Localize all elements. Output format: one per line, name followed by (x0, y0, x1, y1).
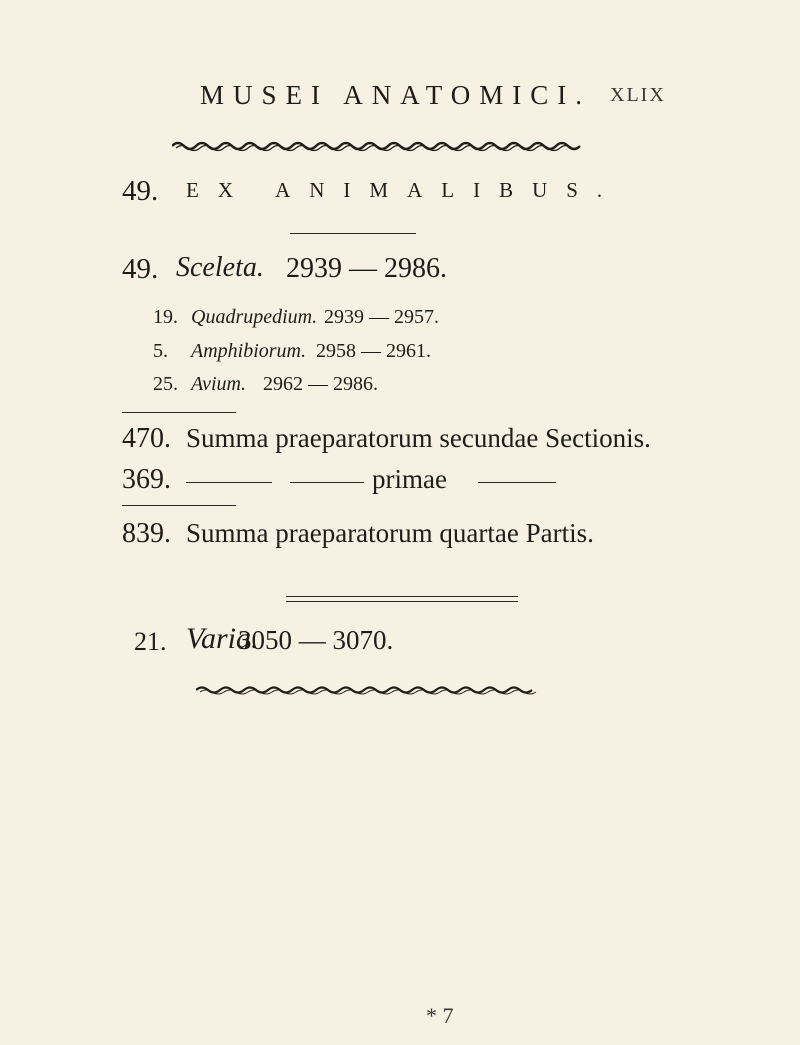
sub-entry-count: 5. (153, 340, 168, 362)
varia-range: 3050 — 3070. (238, 625, 394, 655)
signature-mark: * 7 (426, 1003, 454, 1028)
summary-number: 369. (122, 464, 171, 495)
sub-entry-label: Avium. (191, 373, 246, 395)
running-title: MUSEI ANATOMICI. (200, 80, 592, 110)
double-rule (286, 601, 518, 602)
summary-text: Summa praeparatorum quartae Partis. (186, 518, 594, 548)
main-entry-label: Sceleta. (176, 252, 264, 283)
ditto-dash (186, 482, 272, 483)
bottom-ornament (196, 683, 542, 695)
summary-number: 839. (122, 518, 171, 549)
top-ornament (172, 138, 584, 152)
summary-text: Summa praeparatorum secundae Sectionis. (186, 423, 651, 453)
page-folio: XLIX (610, 84, 666, 106)
main-entry-range: 2939 — 2986. (286, 253, 447, 284)
section-divider (290, 233, 416, 234)
ditto-dash (290, 482, 364, 483)
ditto-dash (478, 482, 556, 483)
summary-text: primae (372, 464, 447, 494)
varia-label: Varia. (186, 622, 259, 655)
sub-entry-label: Quadrupedium. (191, 306, 318, 328)
double-rule (286, 596, 518, 597)
section-title: EX ANIMALIBUS. (186, 178, 622, 202)
sum-divider (122, 412, 236, 413)
sub-entry-count: 25. (153, 373, 178, 395)
sub-entry-range: 2958 — 2961. (316, 340, 431, 362)
sub-entry-label: Amphibiorum. (191, 340, 306, 362)
sum-divider (122, 505, 236, 506)
sub-entry-count: 19. (153, 306, 178, 328)
sub-entry-range: 2962 — 2986. (263, 373, 378, 395)
section-number: 49. (122, 175, 159, 207)
main-entry-number: 49. (122, 253, 159, 285)
sub-entry-range: 2939 — 2957. (324, 306, 439, 328)
summary-number: 470. (122, 423, 171, 454)
varia-number: 21. (134, 627, 167, 656)
